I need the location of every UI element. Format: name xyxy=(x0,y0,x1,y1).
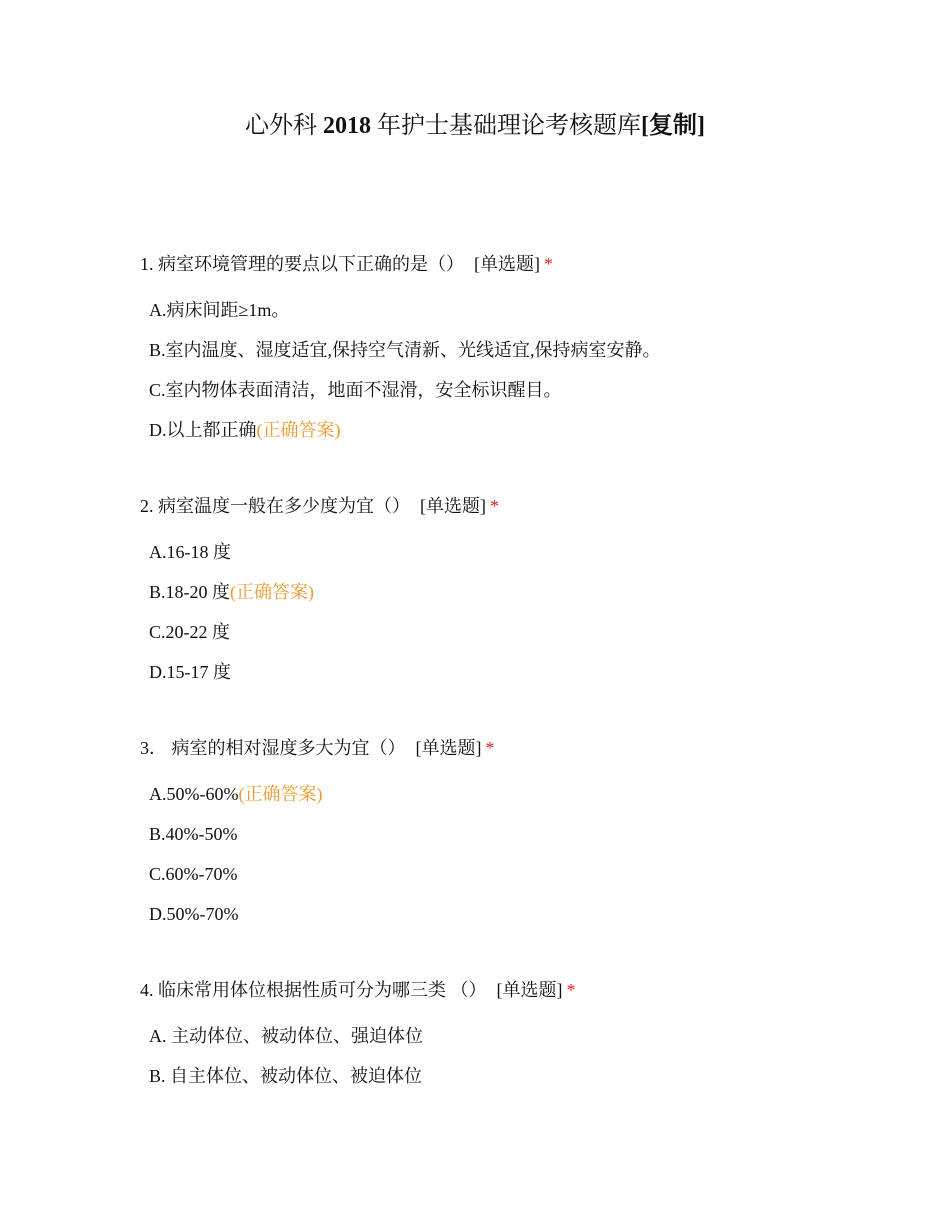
option-d xyxy=(140,417,840,443)
option-list xyxy=(140,539,840,685)
option-c xyxy=(140,377,840,403)
option-text: A.16-18 度 xyxy=(149,542,231,562)
option-c xyxy=(140,619,840,645)
option-text: D.50%-70% xyxy=(149,904,239,924)
option-a xyxy=(140,539,840,565)
correct-answer-tag: (正确答案) xyxy=(230,582,314,602)
correct-answer-tag: (正确答案) xyxy=(256,420,341,440)
option-b xyxy=(140,821,840,847)
question-header xyxy=(140,251,840,277)
option-list xyxy=(140,781,840,927)
option-text: B.40%-50% xyxy=(149,824,238,844)
question-number: 1. xyxy=(140,254,154,274)
question-type: [单选题] xyxy=(474,254,540,274)
option-a xyxy=(140,297,840,323)
question-text: 病室的相对湿度多大为宜（） xyxy=(171,738,406,758)
option-text: B. 自主体位、被动体位、被迫体位 xyxy=(149,1066,423,1086)
option-list xyxy=(140,1023,840,1089)
question-2 xyxy=(140,493,840,699)
question-text: 病室温度一般在多少度为宜（） xyxy=(158,496,410,516)
document-title xyxy=(0,110,950,142)
question-text: 临床常用体位根据性质可分为哪三类 （） xyxy=(158,980,487,1000)
question-type: [单选题] xyxy=(496,980,563,1000)
option-text: C.室内物体表面清洁，地面不湿滑，安全标识醒目。 xyxy=(149,380,562,400)
option-c xyxy=(140,861,840,887)
option-text: A.50%-60% xyxy=(149,784,239,804)
required-mark: * xyxy=(485,738,495,758)
option-text: D.15-17 度 xyxy=(149,662,231,682)
question-number: 2. xyxy=(140,496,154,516)
title-part2: 年护士基础理论考核题库 xyxy=(377,113,641,139)
question-number: 4. xyxy=(140,980,154,1000)
question-header xyxy=(140,735,840,761)
option-text: C.20-22 度 xyxy=(149,622,230,642)
option-a xyxy=(140,1023,840,1049)
question-number: 3． xyxy=(140,738,167,758)
required-mark: * xyxy=(544,254,553,274)
option-text: B.室内温度、湿度适宜,保持空气清新、光线适宜,保持病室安静。 xyxy=(149,340,661,360)
question-text: 病室环境管理的要点以下正确的是（） xyxy=(158,254,464,274)
option-a xyxy=(140,781,840,807)
option-text: B.18-20 度 xyxy=(149,582,230,602)
question-type: [单选题] xyxy=(420,496,486,516)
question-4 xyxy=(140,977,840,1103)
title-copy-tag: [复制] xyxy=(641,113,705,139)
question-3 xyxy=(140,735,840,941)
option-d xyxy=(140,901,840,927)
option-b xyxy=(140,337,840,363)
option-d xyxy=(140,659,840,685)
question-1 xyxy=(140,251,840,457)
required-mark: * xyxy=(566,980,576,1000)
option-text: D.以上都正确 xyxy=(149,420,257,440)
title-part1: 心外科 xyxy=(245,113,317,139)
question-header xyxy=(140,493,840,519)
question-type: [单选题] xyxy=(415,738,482,758)
option-text: A. 主动体位、被动体位、强迫体位 xyxy=(149,1026,423,1046)
option-b xyxy=(140,579,840,605)
option-text: C.60%-70% xyxy=(149,864,238,884)
required-mark: * xyxy=(490,496,499,516)
question-header xyxy=(140,977,840,1003)
title-year: 2018 xyxy=(323,113,371,139)
option-text: A.病床间距≥1m。 xyxy=(149,300,290,320)
option-b xyxy=(140,1063,840,1089)
option-list xyxy=(140,297,840,443)
correct-answer-tag: (正确答案) xyxy=(238,784,323,804)
